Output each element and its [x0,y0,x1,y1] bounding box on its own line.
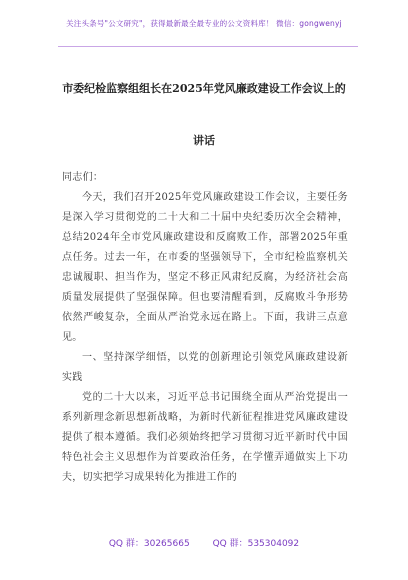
header-banner: 关注头条号"公文研究"，获得最新最全最专业的公文资料库！ 微信：gongwenyj [66,19,342,28]
section-heading-1: 一、坚持深学细悟，以党的创新理论引领党风廉政建设新实践 [62,352,348,383]
greeting: 同志们： [62,172,104,183]
paragraph-intro: 今天，我们召开2025年党风廉政建设工作会议，主要任务是深入学习贯彻党的二十大和二十届中央纪委历次全会精神，总结2024年全市党风廉政建设和反腐败工作，部署2025年重点任务。过去一年，在市委的坚强领导下，全市纪检监察机关忠诚履职、担当作为，坚定不移正风肃纪反腐，为经济社会高质量发展提供了坚强保障。但也要清醒看到，反腐败斗争形势依然严峻复杂，全面从严治党永远在路上。下面，我讲三点意见。 [62,192,348,343]
footer [0,536,408,549]
document-body [62,168,348,488]
header-divider [58,46,358,47]
paragraph-section-1: 党的二十大以来，习近平总书记围绕全面从严治党提出一系列新理念新思想新战略，为新时代新征程推进党风廉政建设提供了根本遵循。我们必须始终把学习贯彻习近平新时代中国特色社会主义思想作为首要政治任务，在学懂弄通做实上下功夫，切实把学习成果转化为推进工作的 [62,392,348,483]
document-title-line1: 市委纪检监察组组长在2025年党风廉政建设工作会议上的 [62,82,346,95]
footer-qq-group-2: QQ 群：535304092 [212,539,300,549]
footer-qq-group-1: QQ 群：30265665 [108,539,190,549]
document-title-line2: 讲话 [193,134,215,147]
